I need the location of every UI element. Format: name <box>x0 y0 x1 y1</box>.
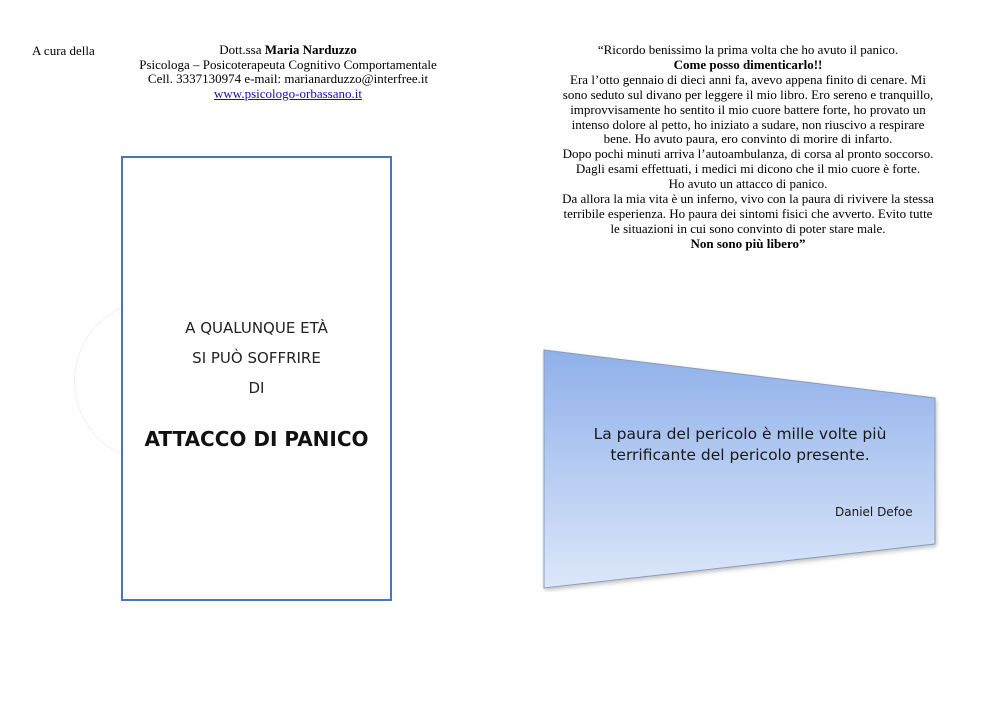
testimony-line: terribile esperienza. Ho paura dei sintomi fisici che avverto. Evito tutte <box>563 205 933 221</box>
patient-testimony <box>530 43 966 252</box>
quote-callout-shape <box>540 348 940 592</box>
curated-by-label: A cura della <box>32 43 95 58</box>
author-profession: Psicologa – Posicoterapeuta Cognitivo Comportamentale <box>139 56 437 72</box>
poster-line-1: A QUALUNQUE ETÀ <box>185 319 328 337</box>
callout-trapezoid <box>544 350 935 588</box>
author-name-line <box>118 43 458 58</box>
author-header <box>118 43 458 101</box>
author-contact: Cell. 3337130974 e-mail: marianarduzzo@interfree.it <box>147 71 429 87</box>
testimony-line: bene. Ho avuto paura, ero convinto di morire di infarto. <box>603 131 893 147</box>
testimony-line: Come posso dimenticarlo!! <box>673 56 823 72</box>
website-link[interactable]: www.psicologo-orbassano.it <box>214 85 362 101</box>
callout-quote-line-2: terrificante del pericolo presente. <box>610 446 870 464</box>
testimony-line: sono seduto sul divano per leggere il mio libro. Ero sereno e tranquillo, <box>562 86 934 102</box>
poster-line-2: SI PUÒ SOFFRIRE <box>192 349 321 367</box>
callout-quote <box>580 424 900 466</box>
testimony-line: intenso dolore al petto, ho iniziato a sudare, non riuscivo a respirare <box>571 116 925 132</box>
poster-line-3: DI <box>248 379 265 397</box>
author-title: Dott.ssa <box>219 42 262 57</box>
testimony-line: “Ricordo benissimo la prima volta che ho avuto il panico. <box>597 42 899 57</box>
poster-box <box>121 156 392 601</box>
callout-author: Daniel Defoe <box>835 505 913 519</box>
poster-subtitle <box>123 313 390 403</box>
callout-quote-line-1: La paura del pericolo è mille volte più <box>593 425 887 443</box>
testimony-line: improvvisamente ho sentito il mio cuore battere forte, ho provato un <box>570 101 926 117</box>
testimony-line: le situazioni in cui sono convinto di poter stare male. <box>610 220 886 236</box>
testimony-line: Era l’otto gennaio di dieci anni fa, avevo appena finito di cenare. Mi <box>570 71 926 87</box>
testimony-line: Dagli esami effettuati, i medici mi dicono che il mio cuore è forte. <box>575 161 921 177</box>
author-name: Maria Narduzzo <box>264 42 357 57</box>
testimony-line: Dopo pochi minuti arriva l’autoambulanza, di corsa al pronto soccorso. <box>562 146 934 162</box>
testimony-line: Ho avuto un attacco di panico. <box>668 176 828 192</box>
testimony-line: Da allora la mia vita è un inferno, vivo con la paura di rivivere la stessa <box>562 191 934 207</box>
testimony-line: Non sono più libero” <box>690 235 806 251</box>
poster-headline: ATTACCO DI PANICO <box>144 427 369 451</box>
